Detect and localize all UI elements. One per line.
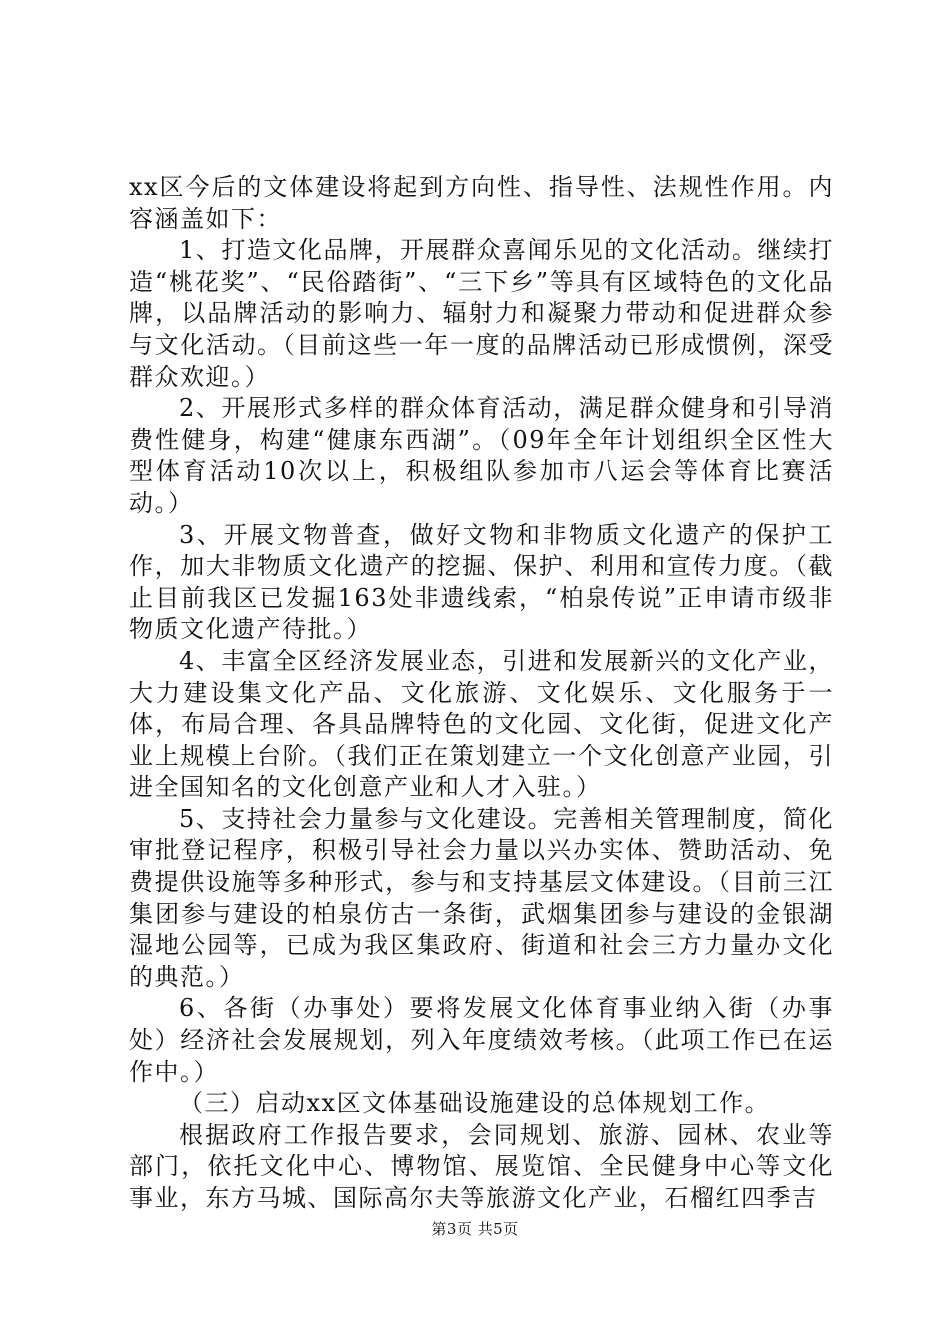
page-footer [0,1218,950,1239]
paragraph-planning: 根据政府工作报告要求，会同规划、旅游、园林、农业等部门，依托文化中心、博物馆、展览馆、全民健身中心等文化事业，东方马城、国际高尔夫等旅游文化产业，石榴红四季吉 [129,1120,834,1212]
paragraph-item-2: 2、开展形式多样的群众体育活动，满足群众健身和引导消费性健身，构建“健康东西湖”。（09年全年计划组织全区性大型体育活动10次以上，积极组队参加市八运会等体育比赛活动。） [129,394,834,517]
paragraph-item-6: 6、各街（办事处）要将发展文化体育事业纳入街（办事处）经济社会发展规划，列入年度绩效考核。（此项工作已在运作中。） [129,994,834,1086]
paragraph-item-5: 5、支持社会力量参与文化建设。完善相关管理制度，简化审批登记程序，积极引导社会力量以兴办实体、赞助活动、免费提供设施等多种形式，参与和支持基层文体建设。（目前三江集团参与建设的柏泉仿古一条街，武烟集团参与建设的金银湖湿地公园等，已成为我区集政府、街道和社会三方力量办文化的典范。） [129,804,834,991]
document-body [129,172,834,1215]
paragraph-intro-continued: xx区今后的文体建设将起到方向性、指导性、法规性作用。内容涵盖如下： [129,173,834,233]
paragraph-item-1: 1、打造文化品牌，开展群众喜闻乐见的文化活动。继续打造“桃花奖”、“民俗踏街”、“三下乡”等具有区域特色的文化品牌，以品牌活动的影响力、辐射力和凝聚力带动和促进群众参与文化活动。（目前这些一年一度的品牌活动已形成惯例，深受群众欢迎。） [129,236,834,391]
page-number-label: 第3页 共5页 [431,1220,519,1238]
paragraph-item-3: 3、开展文物普查，做好文物和非物质文化遗产的保护工作，加大非物质文化遗产的挖掘、保护、利用和宣传力度。（截止目前我区已发掘163处非遗线索，“柏泉传说”正申请市级非物质文化遗产待批。） [129,520,834,644]
section-heading-3: （三）启动xx区文体基础设施建设的总体规划工作。 [179,1089,771,1118]
paragraph-item-4: 4、丰富全区经济发展业态，引进和发展新兴的文化产业，大力建设集文化产品、文化旅游、文化娱乐、文化服务于一体，布局合理、各具品牌特色的文化园、文化街，促进文化产业上规模上台阶。（我们正在策划建立一个文化创意产业园，引进全国知名的文化创意产业和人才入驻。） [129,646,834,802]
